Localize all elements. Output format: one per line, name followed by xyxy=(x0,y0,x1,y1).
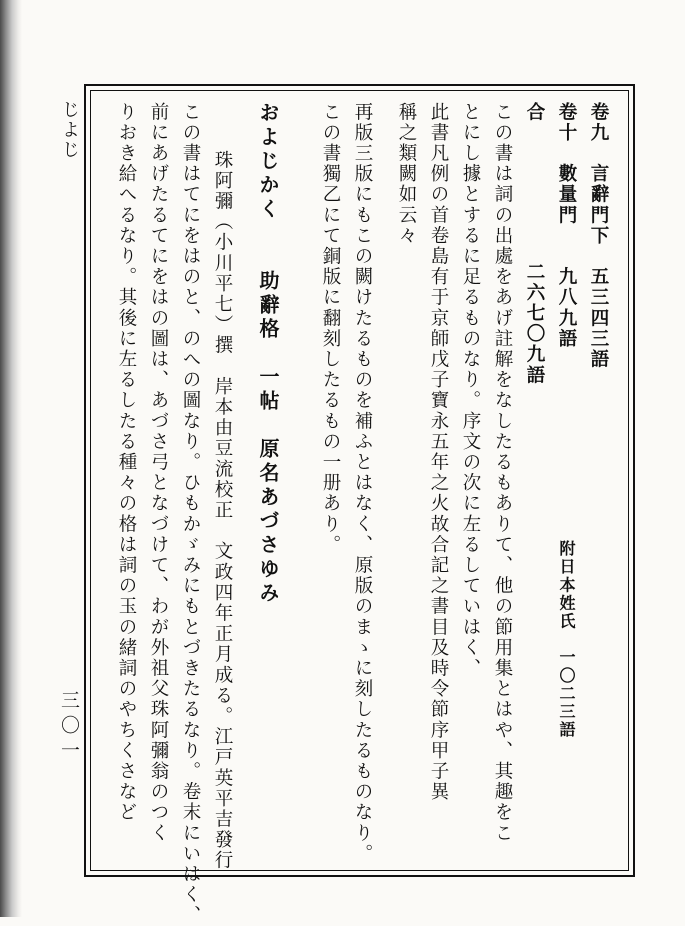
text-column-7: 稱之類闕如云々 xyxy=(396,102,417,247)
text-column-5: とにし據とするに足るものなり。序文の次に左るしていはく、 xyxy=(460,102,481,679)
text-column-6: 此書凡例の首卷島有于京師戊子寶永五年之火故合記之書目及時令節序甲子異 xyxy=(428,102,449,803)
text-column-9: この書獨乙にて銅版に翻刻したるもの一册あり。 xyxy=(320,102,341,556)
page-binding-shadow xyxy=(0,0,22,917)
entry-heading: およじかく 助辭格 一帖 原名あづさゆみ xyxy=(256,102,280,606)
running-head: じよじ xyxy=(59,100,80,160)
text-column-3-total: 二六七〇九語 xyxy=(524,262,545,386)
text-column-11: 珠阿彌（小川平七）撰 岸本由豆流校正 文政四年正月成る。江戸英平吉發行 xyxy=(212,150,233,871)
text-column-2-top: 卷十 數量門 九八九語 xyxy=(556,102,577,350)
text-column-8: 再版三版にもこの闕けたるものを補ふとはなく、原版のまゝに刻したるものなり。 xyxy=(352,102,373,865)
page-number: 三〇一 xyxy=(58,690,80,765)
text-column-13: 前にあげたるてにをはの圖は、あづさ弓となづけて、わが外祖父珠阿彌翁のつく xyxy=(148,102,169,844)
text-column-2-bottom: 附日本姓氏 一〇二三語 xyxy=(557,540,576,740)
text-column-12: この書はてにをはのと、のへの圖なり。ひもかゞみにもとづきたるなり。卷末にいはく、 xyxy=(180,102,201,926)
text-column-3-label: 合 xyxy=(524,102,545,123)
text-column-4: この書は詞の出處をあげ註解をなしたるもありて、他の節用集とはや、其趣をこ xyxy=(492,102,513,844)
text-column-14: りおき給へるなり。其後に左るしたる種々の格は詞の玉の緒詞のやちくさなど xyxy=(116,102,137,823)
text-column-1: 卷九 言辭門下 五三四三語 xyxy=(588,102,609,370)
